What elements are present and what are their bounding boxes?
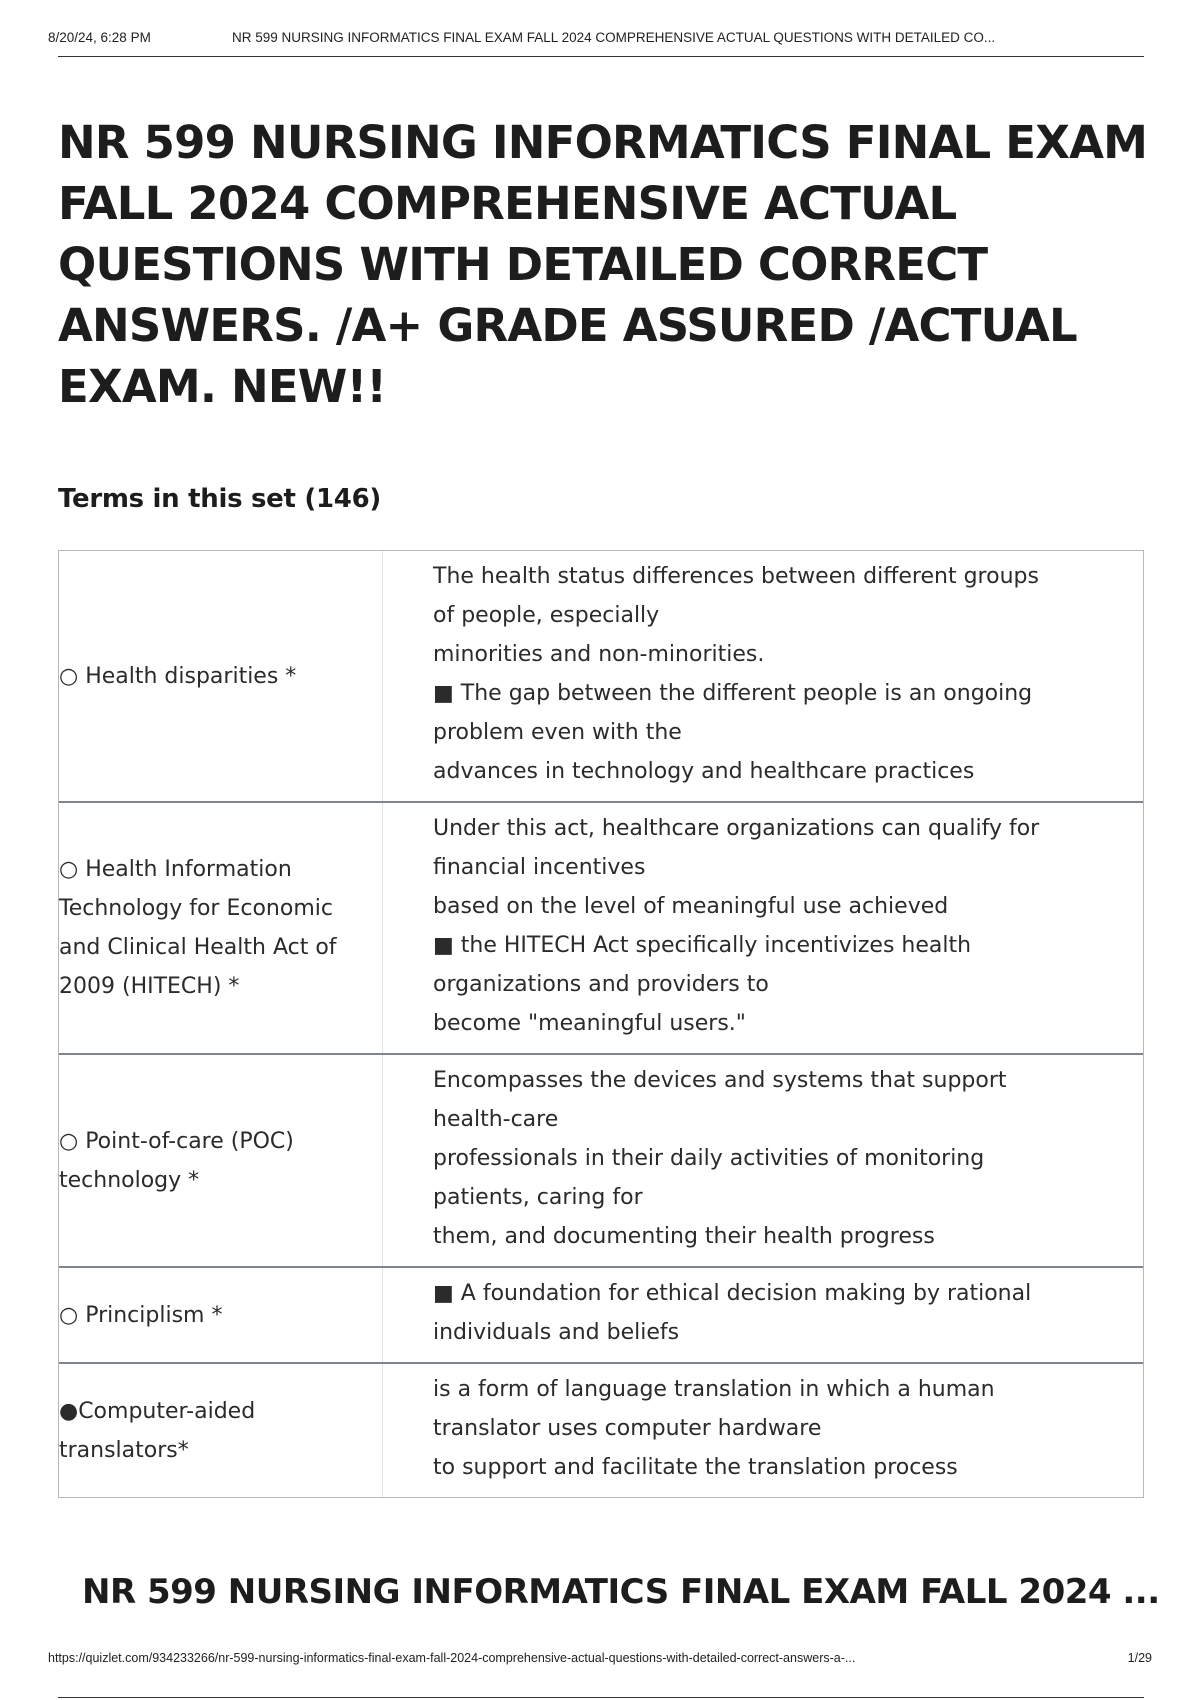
definition-text: The health status differences between different groups — [433, 564, 1039, 589]
terms-table — [58, 550, 1144, 1498]
page-number: 1/29 — [1127, 1651, 1152, 1665]
definition-text: financial incentives — [433, 855, 646, 880]
definition-text: individuals and beliefs — [433, 1320, 680, 1345]
term-cell — [59, 551, 383, 801]
term-text: technology * — [59, 1167, 200, 1193]
definition-text: them, and documenting their health progress — [433, 1224, 935, 1249]
definition-text: ■ A foundation for ethical decision making by rational — [433, 1281, 1032, 1306]
definition-text: professionals in their daily activities of monitoring — [433, 1146, 985, 1171]
term-row — [59, 801, 1143, 1053]
term-cell — [59, 1055, 383, 1266]
term-row — [59, 1362, 1143, 1497]
term-row — [59, 1266, 1143, 1362]
page-title-line: EXAM. NEW!! — [58, 360, 387, 413]
term-text: ●Computer-aided — [59, 1398, 256, 1424]
definition-text: to support and facilitate the translation process — [433, 1455, 958, 1480]
term-cell — [59, 803, 383, 1053]
page-title-line: NR 599 NURSING INFORMATICS FINAL EXAM — [58, 116, 1148, 169]
term-row — [59, 1053, 1143, 1266]
term-text: Technology for Economic — [59, 896, 333, 921]
definition-cell — [383, 551, 1143, 801]
terms-count-heading: Terms in this set (146) — [58, 484, 381, 514]
page-title-line: ANSWERS. /A+ GRADE ASSURED /ACTUAL — [58, 299, 1077, 352]
print-doc-title: NR 599 NURSING INFORMATICS FINAL EXAM FALL 2024 COMPREHENSIVE ACTUAL QUESTIONS WITH DETAILED CO... — [232, 30, 996, 45]
term-text: and Clinical Health Act of — [59, 935, 337, 960]
term-text: ○ Principlism * — [59, 1302, 223, 1328]
definition-cell — [383, 1364, 1143, 1497]
definition-text: advances in technology and healthcare practices — [433, 759, 975, 784]
definition-cell — [383, 1055, 1143, 1266]
term-text: ○ Health disparities * — [59, 663, 297, 689]
definition-text: based on the level of meaningful use achieved — [433, 894, 949, 919]
definition-text: minorities and non-minorities. — [433, 642, 765, 667]
definition-text: of people, especially — [433, 603, 660, 628]
definition-text: is a form of language translation in which a human — [433, 1377, 995, 1402]
definition-text: organizations and providers to — [433, 972, 769, 997]
term-text: ○ Point-of-care (POC) — [59, 1128, 294, 1154]
definition-text: Encompasses the devices and systems that support — [433, 1068, 1007, 1093]
definition-cell — [383, 803, 1143, 1053]
term-row — [59, 551, 1143, 801]
definition-text: problem even with the — [433, 720, 682, 745]
footer-divider — [58, 1697, 1144, 1698]
term-text: 2009 (HITECH) * — [59, 974, 240, 999]
page-title — [58, 112, 1148, 417]
definition-text: ■ the HITECH Act specifically incentivizes health — [433, 933, 972, 958]
term-cell — [59, 1364, 383, 1497]
definition-text: become "meaningful users." — [433, 1011, 746, 1036]
print-date: 8/20/24, 6:28 PM — [48, 30, 151, 45]
page-title-line: QUESTIONS WITH DETAILED CORRECT — [58, 238, 988, 291]
footer-set-title: NR 599 NURSING INFORMATICS FINAL EXAM FALL 2024 ... — [82, 1572, 1160, 1612]
page-title-line: FALL 2024 COMPREHENSIVE ACTUAL — [58, 177, 957, 230]
definition-text: patients, caring for — [433, 1185, 643, 1210]
definition-text: health-care — [433, 1107, 559, 1132]
definition-text: Under this act, healthcare organizations can qualify for — [433, 816, 1040, 841]
term-text: ○ Health Information — [59, 857, 292, 882]
header-divider — [58, 56, 1144, 57]
definition-cell — [383, 1268, 1143, 1362]
definition-text: translator uses computer hardware — [433, 1416, 822, 1441]
term-cell — [59, 1268, 383, 1362]
definition-text: ■ The gap between the different people is an ongoing — [433, 681, 1033, 706]
term-text: translators* — [59, 1437, 189, 1463]
print-url: https://quizlet.com/934233266/nr-599-nursing-informatics-final-exam-fall-2024-comprehensive-actual-questions-with-detailed-correct-answers-a-... — [48, 1651, 856, 1665]
